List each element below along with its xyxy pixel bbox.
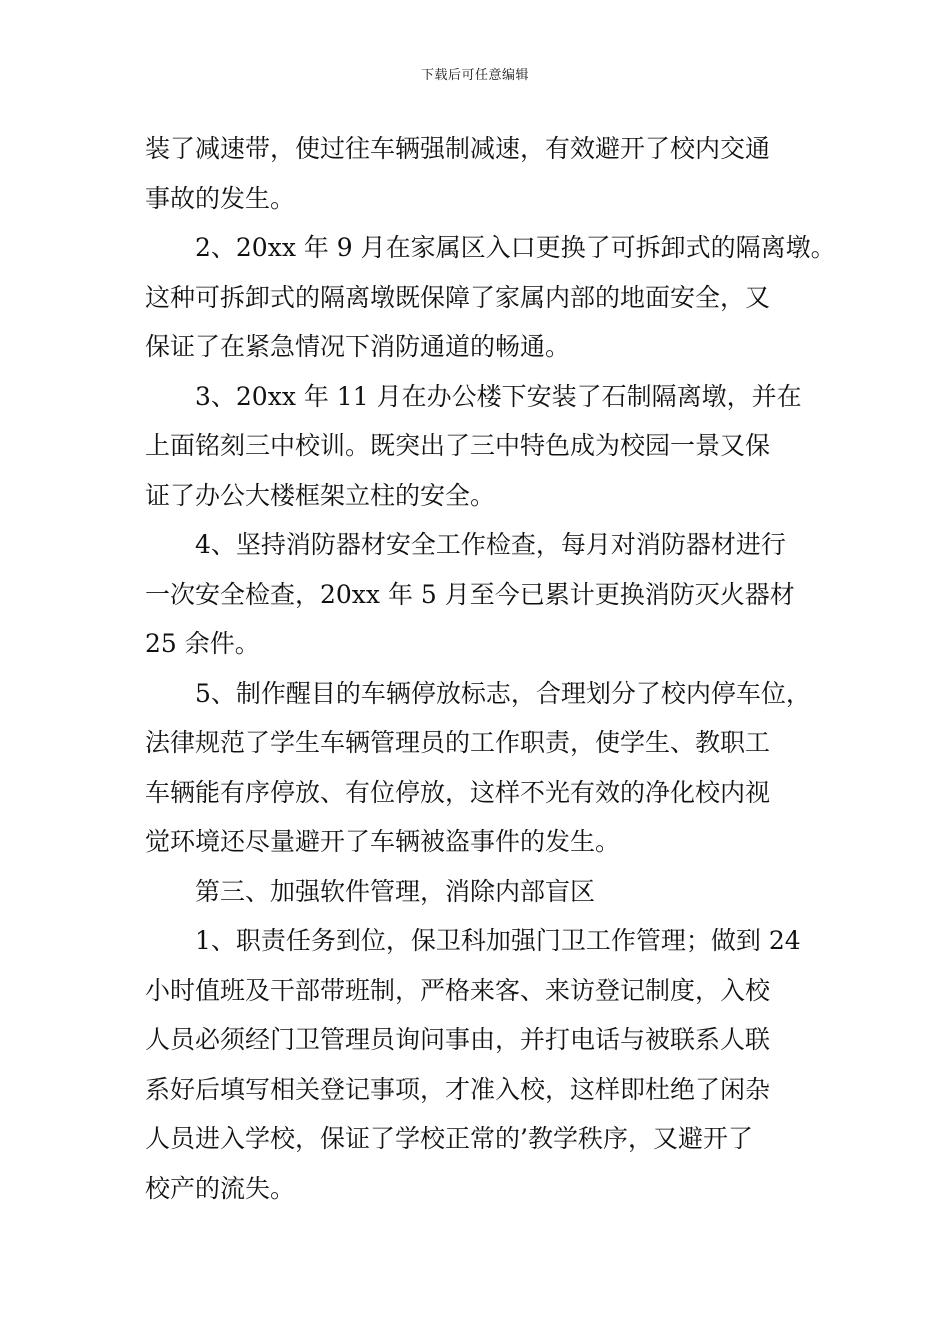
text-line: 保证了在紧急情况下消防通道的畅通。 [145,332,571,361]
text-line: 车辆能有序停放、有位停放，这样不光有效的净化校内视 [145,777,771,807]
text-line: 小时值班及干部带班制，严格来客、来访登记制度，入校 [145,975,771,1005]
text-line: 觉环境还尽量避开了车辆被盗事件的发生。 [145,827,621,856]
text-line: 装了减速带，使过往车辆强制减速，有效避开了校内交通 [145,134,771,163]
text-line: 上面铭刻三中校训。既突出了三中特色成为校园一景又保 [145,431,771,460]
text-line: 证了办公大楼框架立柱的安全。 [145,480,496,510]
document-body [145,124,836,1213]
text-line: 第三、加强软件管理，消除内部盲区 [195,876,596,906]
text-line: 1、职责任务到位，保卫科加强门卫工作管理；做到 24 [195,926,801,955]
text-line: 一次安全检查，20xx 年 5 月至今已累计更换消防灭火器材 [145,579,795,609]
text-line: 4、坚持消防器材安全工作检查，每月对消防器材进行 [195,530,786,559]
text-line: 2、20xx 年 9 月在家属区入口更换了可拆卸式的隔离墩。 [195,233,836,262]
page-header: 下载后可任意编辑 [420,68,529,83]
text-line: 校产的流失。 [145,1173,296,1203]
text-line: 5、制作醒目的车辆停放标志，合理划分了校内停车位， [195,678,811,708]
text-line: 25 余件。 [145,629,260,658]
text-line: 法律规范了学生车辆管理员的工作职责，使学生、教职工 [145,728,771,757]
text-line: 3、20xx 年 11 月在办公楼下安装了石制隔离墩，并在 [195,381,802,411]
text-line: 这种可拆卸式的隔离墩既保障了家属内部的地面安全，又 [145,282,771,312]
text-line: 事故的发生。 [145,183,296,213]
text-line: 人员进入学校，保证了学校正常的’教学秩序，又避开了 [145,1124,753,1153]
text-line: 系好后填写相关登记事项，才准入校，这样即杜绝了闲杂 [145,1074,771,1104]
text-line: 人员必须经门卫管理员询问事由，并打电话与被联系人联 [145,1025,771,1054]
